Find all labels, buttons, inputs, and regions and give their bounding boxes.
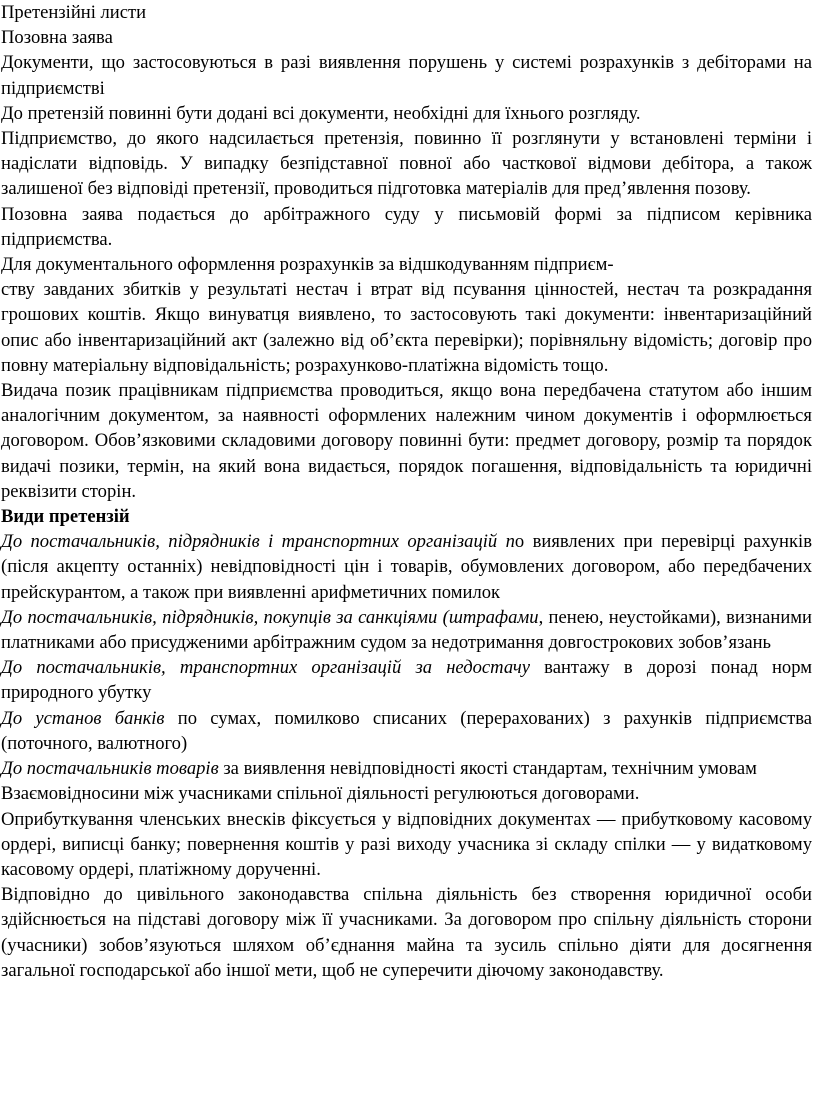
paragraph-enterprise-response: Підприємство, до якого надсилається претензія, повинно її розглянути у встановлені терміни і надіслати відповідь. У випадку безпідставної повної або часткової відмови дебітора, а також залишеної без відповіді претензії, проводиться підготовка матеріалів для пред’явлення позову. <box>1 128 812 200</box>
claim-item-italic: До постачальників, підрядників, покупців за санкціями (штрафами <box>1 606 539 628</box>
paragraph-civil-law: Відповідно до цивільного законодавства спільна діяльність без створення юридичної особи здійснюється на підставі договору між її учасниками. За договором про спільну діяльність сторони (учасники) зобов’язуються шляхом об’єднання майна та зусиль спільно діяти для досягнення загальної господарської або іншої мети, щоб не суперечити діючому законодавству. <box>1 884 812 981</box>
claim-item <box>1 529 812 605</box>
claim-item <box>1 655 812 705</box>
claim-item-text: , пенею, неустойками), визнаними платниками або присудженими арбітражним судом за недотримання довгострокових зобов’язань <box>1 606 812 654</box>
paragraph-damages-line2: ству завданих збитків у результаті нестач і втрат від псування цінностей, нестач та розкрадання грошових коштів. Якщо винуватця виявлено, то застосовують такі документи: інвентаризаційний опис або інвентаризаційний акт (залежно від об’єкта перевірки); порівняльну відомість; договір про повну матеріальну відповідальність; розрахунково-платіжна відомість тощо. <box>1 279 812 376</box>
document-title: Претензійні листи <box>1 2 147 23</box>
claim-item-italic: До постачальників товарів <box>1 758 219 780</box>
claim-item-italic: До постачальників, транспортних організацій за недостачу <box>1 657 530 679</box>
claim-item-text: за виявлення невідповідності якості стандартам, технічним умовам <box>218 758 757 780</box>
claim-item-text: о виявлених при перевірці рахунків (після акцепту останніх) невідповідності цін і товарів, обумовлених договором, або передбачених прейскурантом, а також при виявленні арифметичних помилок <box>1 531 812 603</box>
paragraph-claim-filing: Позовна заява подається до арбітражного суду у письмовій формі за підписом керівника підприємства. <box>1 203 812 250</box>
claim-item-text: по сумах, помилково списаних (перерахованих) з рахунків підприємства (поточного, валютного) <box>1 707 813 754</box>
document-subtitle: Позовна заява <box>1 27 113 49</box>
claim-item <box>1 756 812 781</box>
claim-item-text: вантажу в дорозі понад норм природного убутку <box>1 657 812 704</box>
claim-item-italic: До установ банків <box>1 707 165 729</box>
paragraph-joint-activity: Взаємовідносини між учасниками спільної діяльності регулюються договорами. <box>1 783 640 805</box>
paragraph-loans: Видача позик працівникам підприємства проводиться, якщо вона передбачена статутом або іншим аналогічним документом, за наявності оформлених належним чином документів і оформлюється договором. Обов’язковими складовими договору повинні бути: предмет договору, розмір та порядок видачі позики, термін, на який вона видається, порядок погашення, відповідальність та юридичні реквізити сторін. <box>1 380 812 502</box>
claim-item <box>1 605 812 655</box>
claim-item-italic: До постачальників, підрядників і транспортних організацій п <box>1 531 515 553</box>
paragraph-attachments: До претензій повинні бути додані всі документи, необхідні для їхнього розгляду. <box>1 102 641 124</box>
heading-claim-types: Види претензій <box>1 506 130 528</box>
paragraph-documents: Документи, що застосовуються в разі виявлення порушень у системі розрахунків з дебіторами на підприємстві <box>1 52 812 99</box>
claim-item <box>1 706 812 756</box>
paragraph-damages-line1: Для документального оформлення розрахунків за відшкодуванням підприєм- <box>1 254 614 276</box>
paragraph-membership-fees: Оприбуткування членських внесків фіксується у відповідних документах — прибутковому касовому ордері, виписці банку; повернення коштів у разі виходу учасника зі складу спілки — у видатковому касовому ордері, платіжному дорученні. <box>1 808 812 880</box>
